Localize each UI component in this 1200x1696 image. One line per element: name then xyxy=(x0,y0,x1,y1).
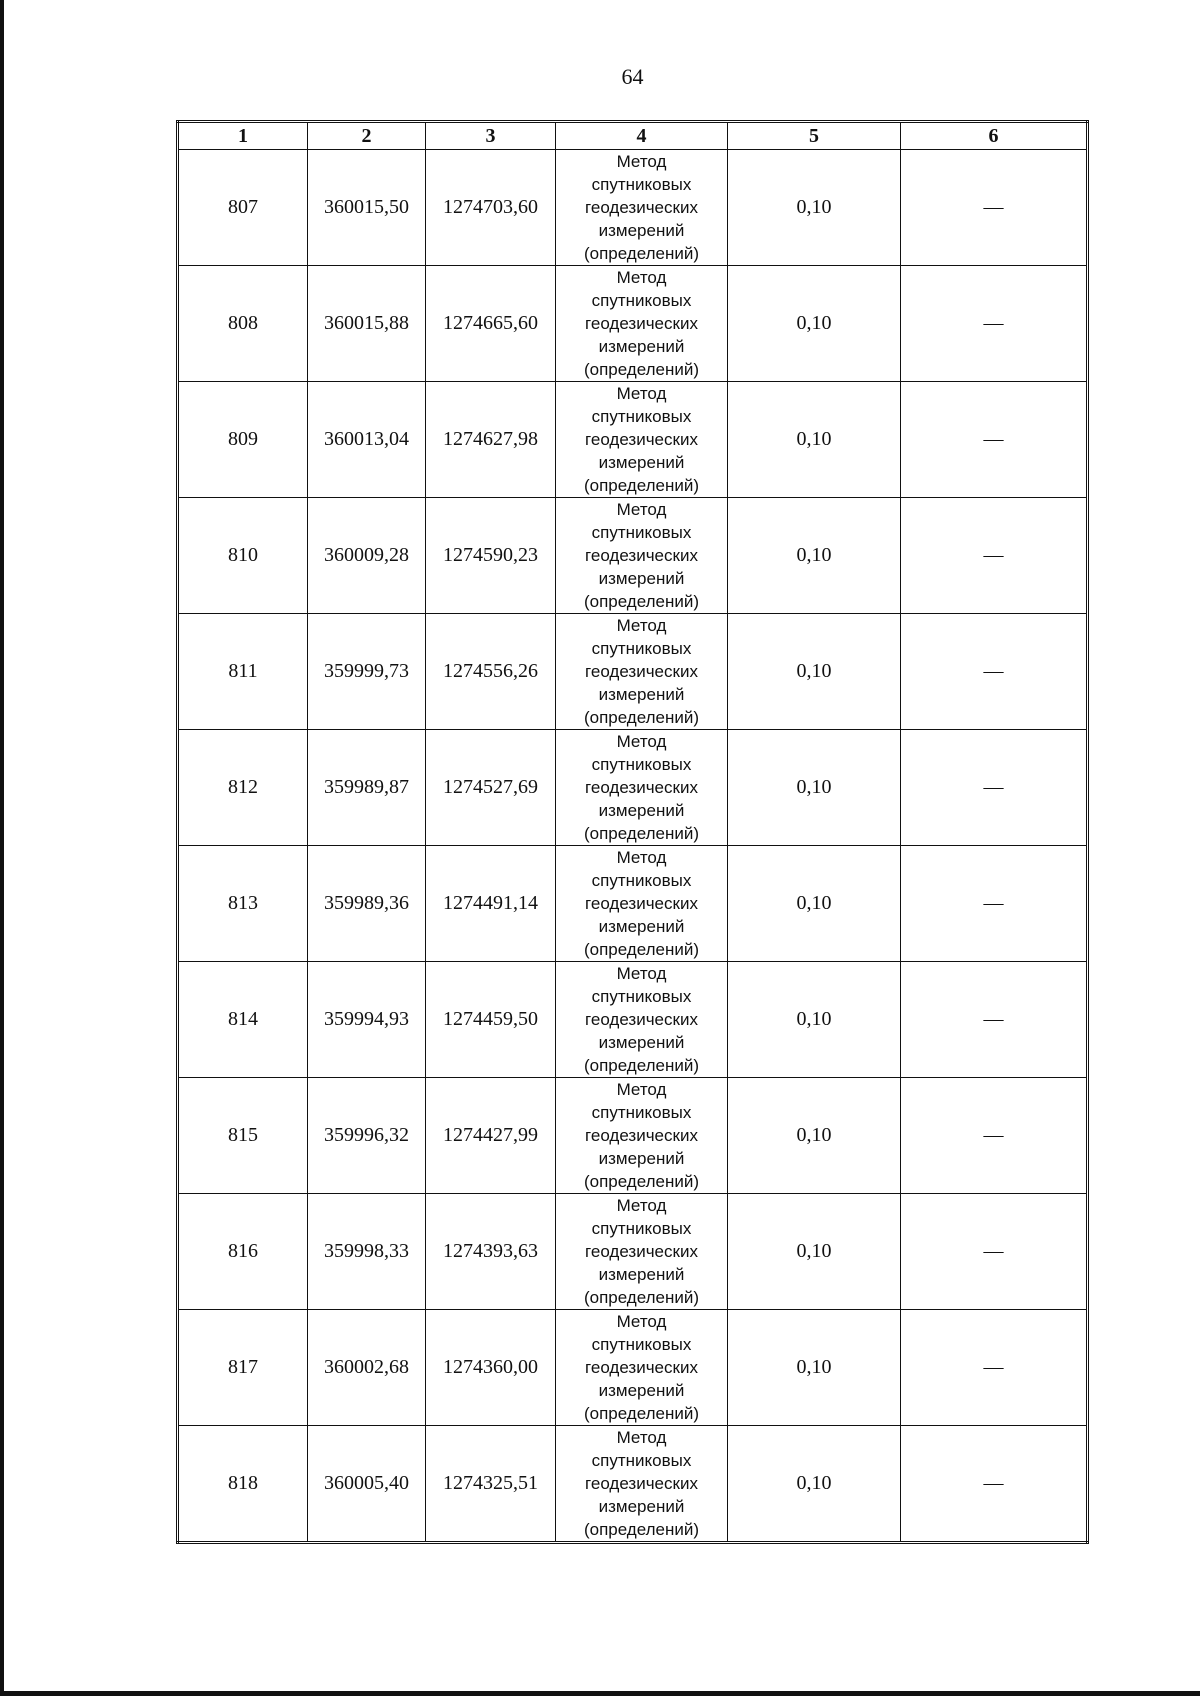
table-row xyxy=(178,1310,1088,1426)
method-cell xyxy=(556,498,728,614)
point-number-cell: 816 xyxy=(178,1194,308,1310)
method-line: Метод xyxy=(616,848,667,867)
accuracy-cell: 0,10 xyxy=(728,150,901,266)
point-number-cell: 809 xyxy=(178,382,308,498)
method-line: измерений xyxy=(598,685,685,704)
table-row xyxy=(178,498,1088,614)
method-cell xyxy=(556,1078,728,1194)
method-line: Метод xyxy=(616,384,667,403)
accuracy-cell: 0,10 xyxy=(728,1078,901,1194)
point-number-cell: 814 xyxy=(178,962,308,1078)
method-line: спутниковых xyxy=(591,407,692,426)
y-coordinate-cell: 1274556,26 xyxy=(426,614,556,730)
method-line: измерений xyxy=(598,221,685,240)
method-line: геодезических xyxy=(585,1358,698,1377)
table-row xyxy=(178,614,1088,730)
method-line: измерений xyxy=(598,453,685,472)
accuracy-cell: 0,10 xyxy=(728,730,901,846)
method-cell xyxy=(556,962,728,1078)
method-line: измерений xyxy=(598,337,685,356)
accuracy-cell: 0,10 xyxy=(728,266,901,382)
x-coordinate-cell: 360013,04 xyxy=(308,382,426,498)
method-line: (определений) xyxy=(583,360,700,379)
table-row xyxy=(178,846,1088,962)
method-line: измерений xyxy=(598,1381,685,1400)
x-coordinate-cell: 359996,32 xyxy=(308,1078,426,1194)
note-cell: — xyxy=(901,1310,1088,1426)
method-line: геодезических xyxy=(585,662,698,681)
note-cell: — xyxy=(901,150,1088,266)
point-number-cell: 807 xyxy=(178,150,308,266)
scan-border-left xyxy=(0,0,4,1696)
y-coordinate-cell: 1274360,00 xyxy=(426,1310,556,1426)
note-cell: — xyxy=(901,614,1088,730)
point-number-cell: 817 xyxy=(178,1310,308,1426)
method-line: Метод xyxy=(616,732,667,751)
method-line: спутниковых xyxy=(591,1103,692,1122)
x-coordinate-cell: 359989,36 xyxy=(308,846,426,962)
note-cell: — xyxy=(901,962,1088,1078)
accuracy-cell: 0,10 xyxy=(728,962,901,1078)
table-row xyxy=(178,730,1088,846)
note-cell: — xyxy=(901,730,1088,846)
y-coordinate-cell: 1274703,60 xyxy=(426,150,556,266)
x-coordinate-cell: 360002,68 xyxy=(308,1310,426,1426)
y-coordinate-cell: 1274627,98 xyxy=(426,382,556,498)
method-line: (определений) xyxy=(583,940,700,959)
method-line: спутниковых xyxy=(591,639,692,658)
note-cell: — xyxy=(901,1078,1088,1194)
method-line: геодезических xyxy=(585,314,698,333)
y-coordinate-cell: 1274491,14 xyxy=(426,846,556,962)
method-line: (определений) xyxy=(583,824,700,843)
y-coordinate-cell: 1274427,99 xyxy=(426,1078,556,1194)
column-header-2: 2 xyxy=(308,122,426,150)
coordinates-table xyxy=(176,120,1089,1544)
method-line: спутниковых xyxy=(591,987,692,1006)
x-coordinate-cell: 360015,88 xyxy=(308,266,426,382)
table-row xyxy=(178,1426,1088,1543)
point-number-cell: 813 xyxy=(178,846,308,962)
method-line: спутниковых xyxy=(591,1451,692,1470)
x-coordinate-cell: 359999,73 xyxy=(308,614,426,730)
accuracy-cell: 0,10 xyxy=(728,1194,901,1310)
method-line: геодезических xyxy=(585,778,698,797)
method-line: Метод xyxy=(616,268,667,287)
method-line: Метод xyxy=(616,964,667,983)
method-cell xyxy=(556,846,728,962)
method-line: измерений xyxy=(598,1149,685,1168)
method-line: измерений xyxy=(598,917,685,936)
method-line: Метод xyxy=(616,1196,667,1215)
note-cell: — xyxy=(901,382,1088,498)
x-coordinate-cell: 359994,93 xyxy=(308,962,426,1078)
method-line: Метод xyxy=(616,1312,667,1331)
method-cell xyxy=(556,1310,728,1426)
method-line: измерений xyxy=(598,1033,685,1052)
method-line: геодезических xyxy=(585,1474,698,1493)
note-cell: — xyxy=(901,266,1088,382)
method-cell xyxy=(556,150,728,266)
method-cell xyxy=(556,1426,728,1543)
method-line: Метод xyxy=(616,1428,667,1447)
note-cell: — xyxy=(901,1194,1088,1310)
x-coordinate-cell: 360005,40 xyxy=(308,1426,426,1543)
accuracy-cell: 0,10 xyxy=(728,1310,901,1426)
table-row xyxy=(178,1078,1088,1194)
column-header-3: 3 xyxy=(426,122,556,150)
method-line: (определений) xyxy=(583,476,700,495)
method-line: (определений) xyxy=(583,1056,700,1075)
method-line: геодезических xyxy=(585,894,698,913)
accuracy-cell: 0,10 xyxy=(728,382,901,498)
table-row xyxy=(178,150,1088,266)
method-line: измерений xyxy=(598,801,685,820)
y-coordinate-cell: 1274590,23 xyxy=(426,498,556,614)
x-coordinate-cell: 359998,33 xyxy=(308,1194,426,1310)
method-line: геодезических xyxy=(585,198,698,217)
note-cell: — xyxy=(901,498,1088,614)
method-line: измерений xyxy=(598,569,685,588)
method-line: геодезических xyxy=(585,1242,698,1261)
point-number-cell: 818 xyxy=(178,1426,308,1543)
x-coordinate-cell: 359989,87 xyxy=(308,730,426,846)
column-header-6: 6 xyxy=(901,122,1088,150)
method-line: спутниковых xyxy=(591,871,692,890)
method-cell xyxy=(556,382,728,498)
method-line: Метод xyxy=(616,1080,667,1099)
note-cell: — xyxy=(901,846,1088,962)
method-line: Метод xyxy=(616,616,667,635)
table-row xyxy=(178,382,1088,498)
method-cell xyxy=(556,614,728,730)
method-cell xyxy=(556,1194,728,1310)
method-line: (определений) xyxy=(583,1172,700,1191)
column-header-5: 5 xyxy=(728,122,901,150)
method-cell xyxy=(556,266,728,382)
y-coordinate-cell: 1274325,51 xyxy=(426,1426,556,1543)
method-line: спутниковых xyxy=(591,291,692,310)
method-line: (определений) xyxy=(583,592,700,611)
method-line: (определений) xyxy=(583,1404,700,1423)
method-line: измерений xyxy=(598,1497,685,1516)
accuracy-cell: 0,10 xyxy=(728,846,901,962)
method-line: спутниковых xyxy=(591,523,692,542)
method-line: геодезических xyxy=(585,1010,698,1029)
accuracy-cell: 0,10 xyxy=(728,1426,901,1543)
method-line: спутниковых xyxy=(591,1219,692,1238)
column-header-1: 1 xyxy=(178,122,308,150)
scan-border-bottom xyxy=(0,1691,1200,1696)
method-line: (определений) xyxy=(583,1520,700,1539)
method-line: (определений) xyxy=(583,244,700,263)
accuracy-cell: 0,10 xyxy=(728,498,901,614)
point-number-cell: 810 xyxy=(178,498,308,614)
method-line: Метод xyxy=(616,500,667,519)
table-row xyxy=(178,1194,1088,1310)
note-cell: — xyxy=(901,1426,1088,1543)
page-number: 64 xyxy=(621,64,644,89)
point-number-cell: 815 xyxy=(178,1078,308,1194)
table-row xyxy=(178,962,1088,1078)
method-line: Метод xyxy=(616,152,667,171)
y-coordinate-cell: 1274527,69 xyxy=(426,730,556,846)
method-line: (определений) xyxy=(583,708,700,727)
y-coordinate-cell: 1274393,63 xyxy=(426,1194,556,1310)
method-line: геодезических xyxy=(585,430,698,449)
accuracy-cell: 0,10 xyxy=(728,614,901,730)
method-line: измерений xyxy=(598,1265,685,1284)
method-line: спутниковых xyxy=(591,1335,692,1354)
y-coordinate-cell: 1274665,60 xyxy=(426,266,556,382)
method-line: геодезических xyxy=(585,546,698,565)
x-coordinate-cell: 360015,50 xyxy=(308,150,426,266)
column-header-4: 4 xyxy=(556,122,728,150)
method-cell xyxy=(556,730,728,846)
y-coordinate-cell: 1274459,50 xyxy=(426,962,556,1078)
table-body xyxy=(178,150,1088,1543)
point-number-cell: 812 xyxy=(178,730,308,846)
table-row xyxy=(178,266,1088,382)
point-number-cell: 811 xyxy=(178,614,308,730)
method-line: (определений) xyxy=(583,1288,700,1307)
method-line: спутниковых xyxy=(591,755,692,774)
table-header-row xyxy=(178,122,1088,150)
method-line: геодезических xyxy=(585,1126,698,1145)
x-coordinate-cell: 360009,28 xyxy=(308,498,426,614)
point-number-cell: 808 xyxy=(178,266,308,382)
method-line: спутниковых xyxy=(591,175,692,194)
